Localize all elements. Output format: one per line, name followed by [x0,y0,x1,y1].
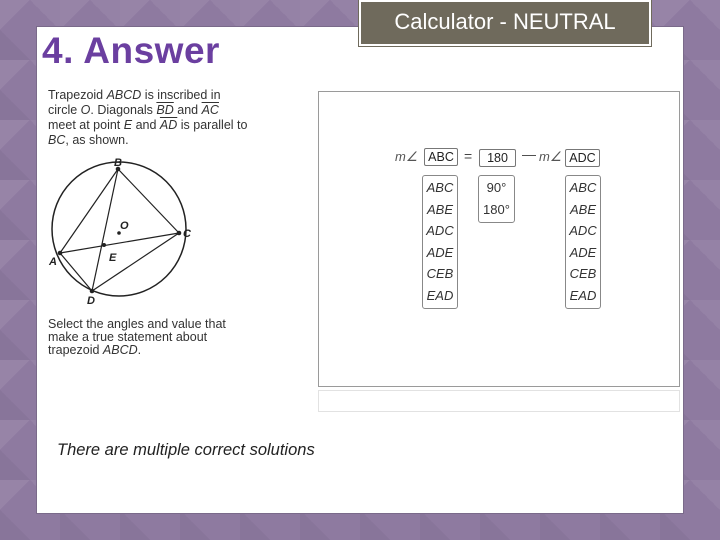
math-term: $\overline{AC}$ [201,103,219,117]
label-e: E [109,252,117,264]
minus-sign: — [522,146,536,162]
angle-measure-symbol: m∠ [395,149,418,164]
text-run: . [137,343,142,357]
value-options [478,175,515,223]
diagonal-ac [60,233,179,253]
math-term: BC [48,133,66,147]
option-angle-adc[interactable]: ADC [426,223,454,238]
text-run: and [132,118,160,132]
text-run: meet at point [48,118,124,132]
text-run: is parallel to [177,118,248,132]
text-run: and [173,103,202,117]
answer-slot-angle-1[interactable]: ABC [424,148,458,166]
text-run: , as shown. [65,133,129,147]
option-angle-abe[interactable]: ABE [569,201,596,217]
point-c [177,231,182,236]
math-term: $\overline{BD}$ [156,103,174,117]
side-da [60,253,92,291]
text-run: is inscribed in circle [48,88,221,117]
point-a [58,251,63,256]
option-angle-adc[interactable]: ADC [569,223,597,238]
label-d: D [87,295,95,305]
option-value-180[interactable]: 180° [483,201,510,217]
math-term: ABCD [106,88,142,102]
answer-slot-angle-2[interactable]: ADC [565,149,600,167]
option-angle-ade[interactable]: ADE [569,244,597,260]
side-cd [92,233,179,291]
option-angle-ead[interactable]: EAD [426,287,454,303]
footer-note: There are multiple correct solutions [57,441,315,459]
text-run: . Diagonals [90,103,157,117]
panel-footer-strip [318,390,680,412]
option-angle-ade[interactable]: ADE [426,244,454,260]
label-o: O [120,220,129,232]
answer-panel [318,91,680,387]
answer-slot-value[interactable]: 180 [479,149,516,167]
equals-sign: = [464,148,473,164]
option-angle-abc[interactable]: ABC [569,180,597,195]
math-term: O [80,103,91,117]
text-run: Trapezoid [48,88,107,102]
math-term: E [123,118,133,132]
point-d [90,289,95,294]
circle-outline [52,162,186,296]
option-angle-ceb[interactable]: CEB [426,266,454,281]
instruction-text [48,318,258,357]
circle-diagram [46,155,196,305]
option-angle-ceb[interactable]: CEB [569,266,597,281]
angle-measure-symbol-2: m∠ [539,149,562,164]
option-angle-abe[interactable]: ABE [426,201,453,217]
angle-options-left [422,175,458,309]
problem-statement [48,88,248,148]
label-b: B [114,157,122,169]
label-c: C [183,228,191,240]
point-e [102,243,106,247]
text-run: Select the angles and value that make a true statement about trapezoid [48,317,226,357]
angle-options-right [565,175,601,309]
slide-title: 4. Answer [42,30,220,71]
calculator-banner: Calculator - NEUTRAL [359,0,651,46]
math-term: ABCD [102,343,138,357]
label-a: A [49,256,57,268]
math-term: $\overline{AD}$ [159,118,178,132]
option-value-90[interactable]: 90° [486,180,507,195]
option-angle-abc[interactable]: ABC [426,180,454,195]
option-angle-ead[interactable]: EAD [569,287,597,303]
